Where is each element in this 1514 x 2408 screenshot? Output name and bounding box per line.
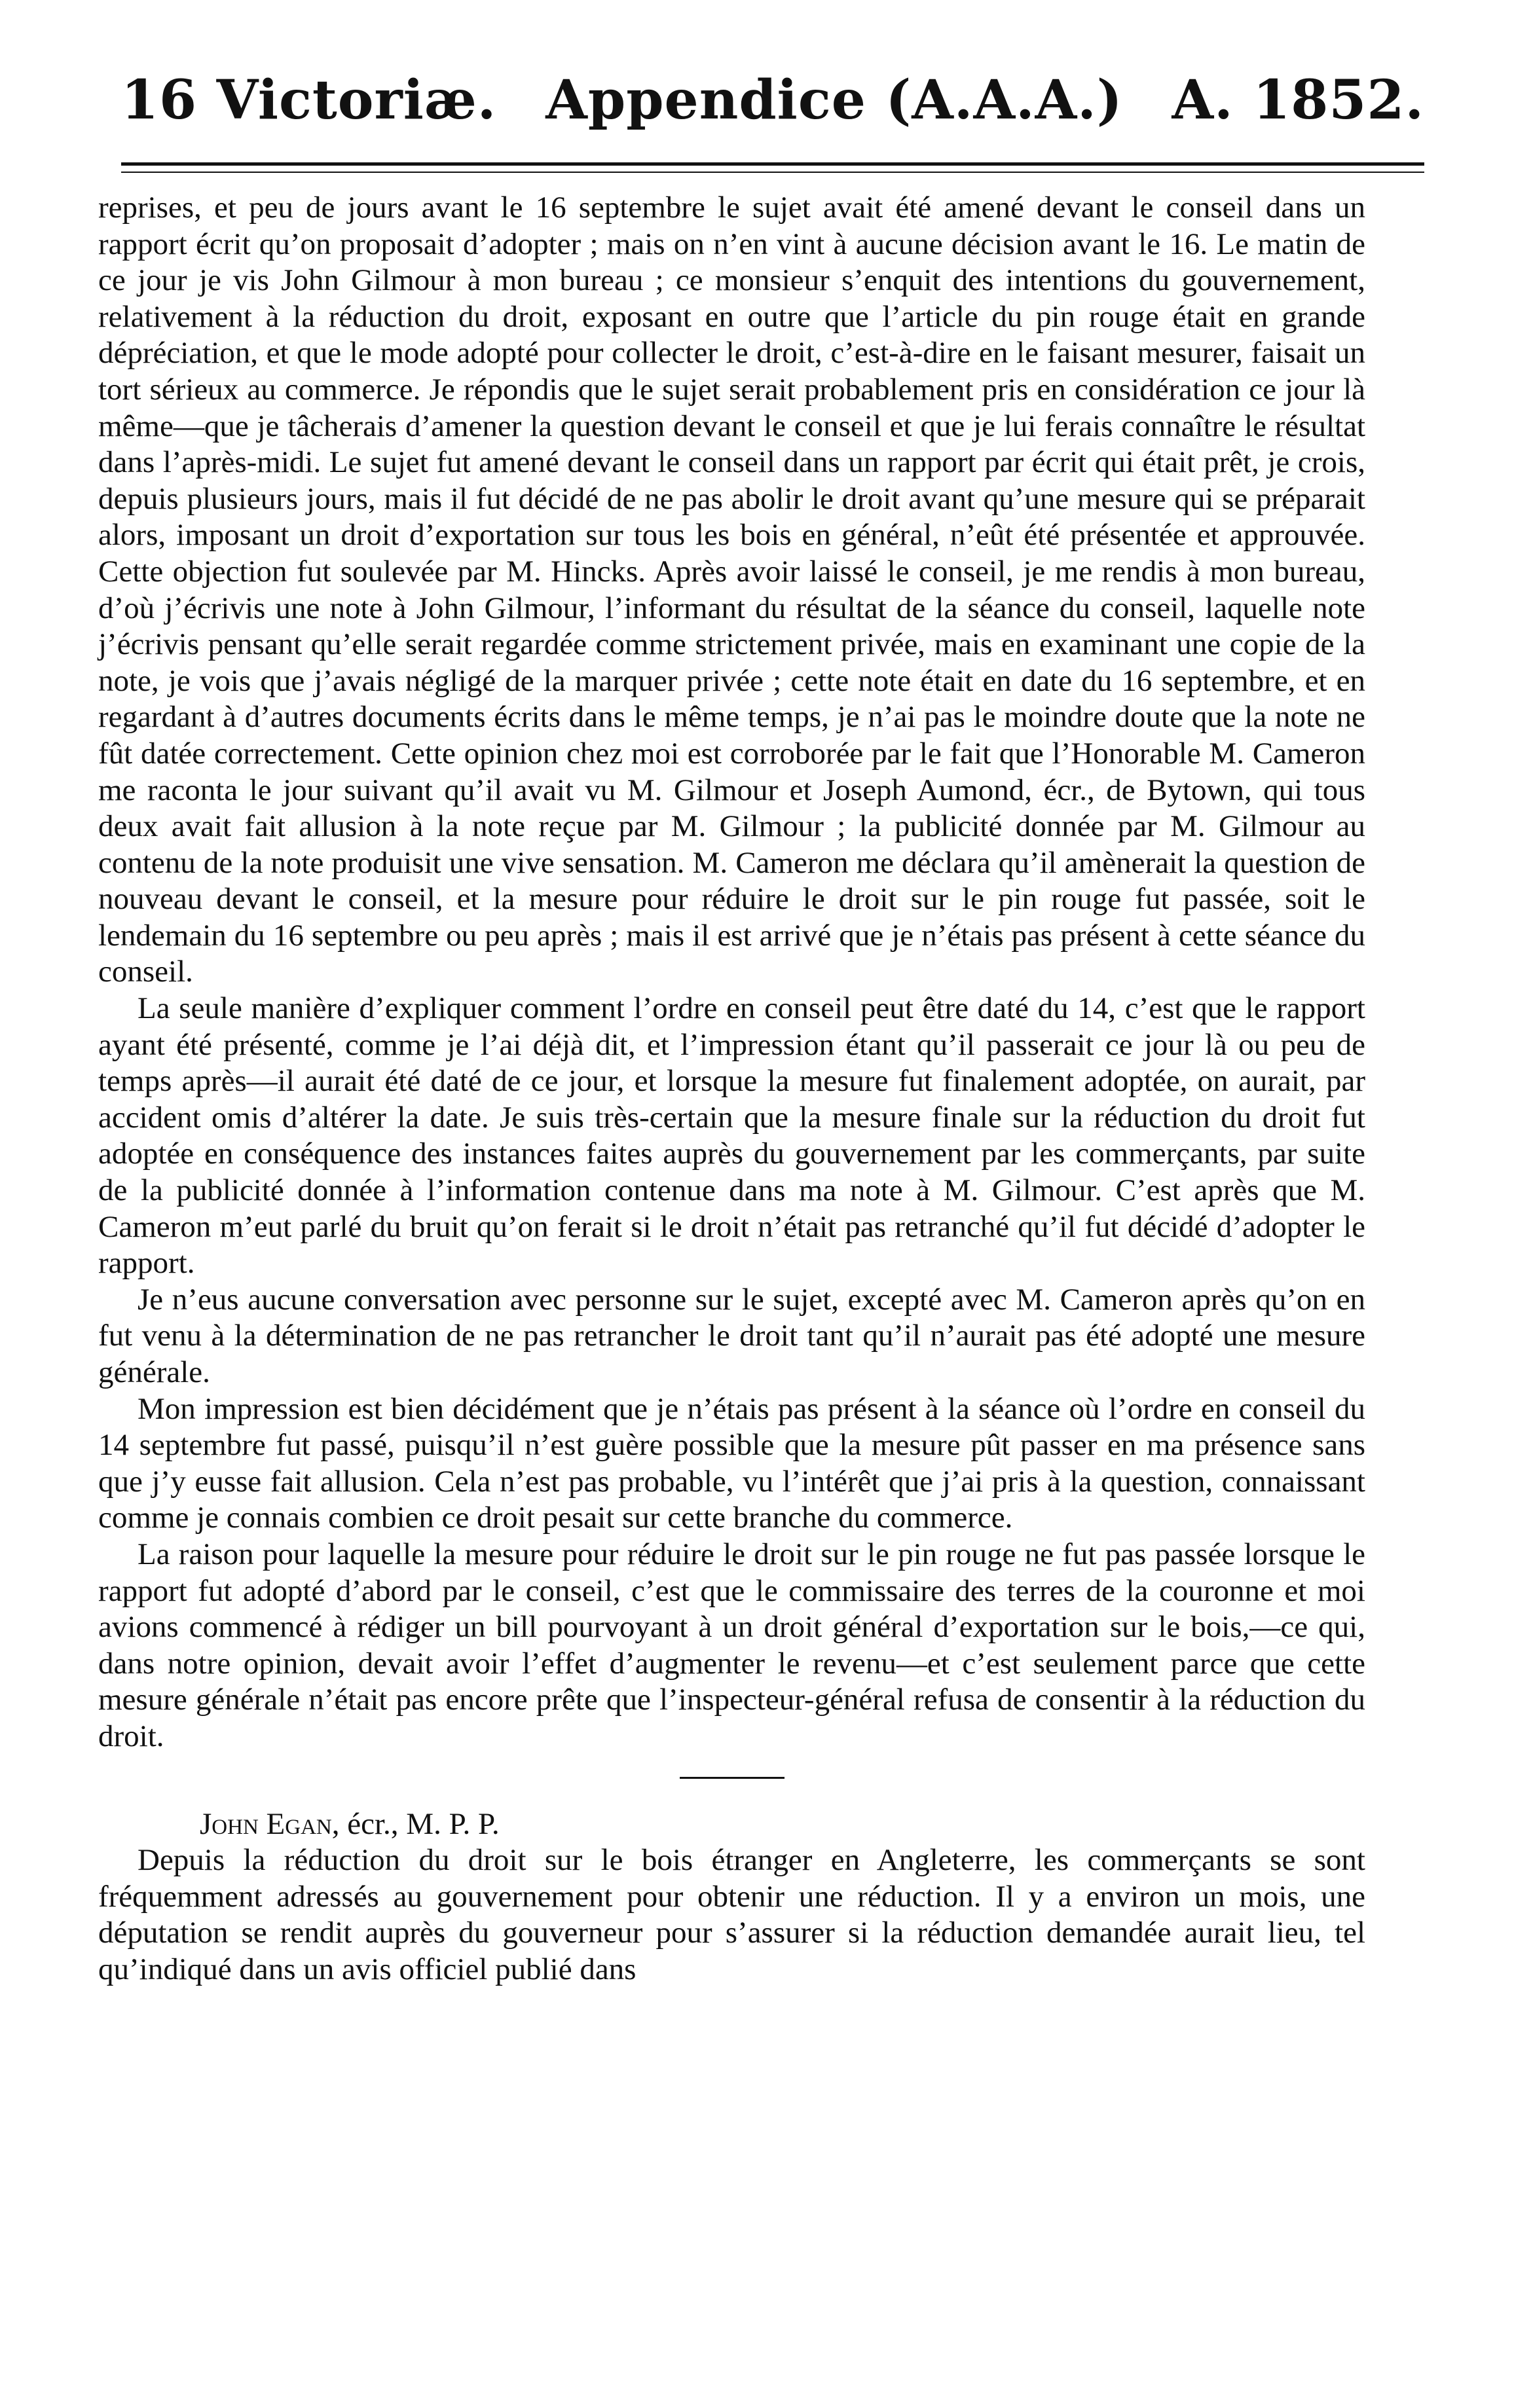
author-name: John Egan (200, 1806, 332, 1841)
header-rule-thin (121, 172, 1424, 173)
body-text (98, 190, 1365, 1988)
paragraph-5: La raison pour laquelle la mesure pour réduire le droit sur le pin rouge ne fut pas passée lorsque le rapport fut adopté d’abord par le conseil, c’est que le commissaire des terres de la couronne et moi avions commencé à rédiger un bill pourvoyant à un droit général d’exportation sur le bois,—ce qui, dans notre opinion, devait avoir l’effet d’augmenter le revenu—et c’est seulement parce que cette mesure générale n’était pas encore prête que l’inspecteur-général refusa de consentir à la réduction du droit. (98, 1537, 1365, 1753)
paragraph-4: Mon impression est bien décidément que je n’étais pas présent à la séance où l’ordre en conseil du 14 septembre fut passé, puisqu’il n’est guère possible que la mesure pût passer en ma présence sans que j’y eusse fait allusion. Cela n’est pas probable, vu l’intérêt que j’ai pris à la question, connaissant comme je connais combien ce droit pesait sur cette branche du commerce. (98, 1391, 1365, 1535)
header-year: A. 1852. (1172, 69, 1424, 132)
header-appendix: Appendice (A.A.A.) (545, 69, 1123, 132)
header-session: 16 Victoriæ. (121, 69, 497, 132)
paragraph-2: La seule manière d’expliquer comment l’ordre en conseil peut être daté du 14, c’est que le rapport ayant été présenté, comme je l’ai déjà dit, et l’impression étant qu’il passerait ce jour là ou peu de temps après—il aurait été daté de ce jour, et lorsque la mesure fut finalement adoptée, on aurait, par accident omis d’altérer la date. Je suis très-certain que la mesure finale sur la réduction du droit fut adoptée en conséquence des instances faites auprès du gouvernement par les commerçants, par suite de la publicité donnée à l’information contenue dans ma note à M. Gilmour. C’est après que M. Cameron m’eut parlé du bruit qu’on ferait si le droit n’était pas retranché qu’il fut décidé d’adopter le rapport. (98, 991, 1365, 1281)
paragraph-3: Je n’eus aucune conversation avec personne sur le sujet, excepté avec M. Cameron après qu’on en fut venu à la détermination de ne pas retrancher le droit tant qu’il n’aurait pas été adopté une mesure générale. (98, 1282, 1365, 1389)
paragraph-6: Depuis la réduction du droit sur le bois étranger en Angleterre, les commerçants se sont fréquemment adressés au gouvernement pour obtenir une réduction. Il y a environ un mois, une députation se rendit auprès du gouverneur pour s’assurer si la réduction demandée aurait lieu, tel qu’indiqué dans un avis officiel publié dans (98, 1843, 1365, 1986)
paragraph-1: reprises, et peu de jours avant le 16 septembre le sujet avait été amené devant le conseil dans un rapport écrit qu’on proposait d’adopter ; mais on n’en vint à aucune décision avant le 16. Le matin de ce jour je vis John Gilmour à mon bureau ; ce monsieur s’enquit des intentions du gouvernement, relativement à la réduction du droit, exposant en outre que l’article du pin rouge était en grande dépréciation, et que le mode adopté pour collecter le droit, c’est-à-dire en le faisant mesurer, faisait un tort sérieux au commerce. Je répondis que le sujet serait probablement pris en considération ce jour là même—que je tâcherais d’amener la question devant le conseil et que je lui ferais connaître le résultat dans l’après-midi. Le sujet fut amené devant le conseil dans un rapport par écrit qui était prêt, je crois, depuis plusieurs jours, mais il fut décidé de ne pas abolir le droit avant qu’une mesure qui se préparait alors, imposant un droit d’exportation sur tous les bois en général, n’eût été présentée et approuvée. Cette objection fut soulevée par M. Hincks. Après avoir laissé le conseil, je me rendis à mon bureau, d’où j’écrivis une note à John Gilmour, l’informant du résultat de la séance du conseil, laquelle note j’écrivis pensant qu’elle serait regardée comme strictement privée, mais en examinant une copie de la note, je vois que j’avais négligé de la marquer privée ; cette note était en date du 16 septembre, et en regardant à d’autres documents écrits dans le même temps, je n’ai pas le moindre doute que la note ne fût datée correctement. Cette opinion chez moi est corroborée par le fait que l’Honorable M. Cameron me raconta le jour suivant qu’il avait vu M. Gilmour et Joseph Aumond, écr., de Bytown, qui tous deux avait fait allusion à la note reçue par M. Gilmour ; la publicité donnée par M. Gilmour au contenu de la note produisit une vive sensation. M. Cameron me déclara qu’il amènerait la question de nouveau devant le conseil, et la mesure pour réduire le droit sur le pin rouge fut passée, soit le lendemain du 16 septembre ou peu après ; mais il est arrivé que je n’étais pas présent à cette séance du conseil. (98, 191, 1365, 989)
running-header (121, 69, 1424, 132)
testimony-author (98, 1806, 1365, 1843)
section-divider (680, 1777, 785, 1779)
header-rule-thick (121, 162, 1424, 166)
author-title: , écr., M. P. P. (331, 1806, 500, 1841)
